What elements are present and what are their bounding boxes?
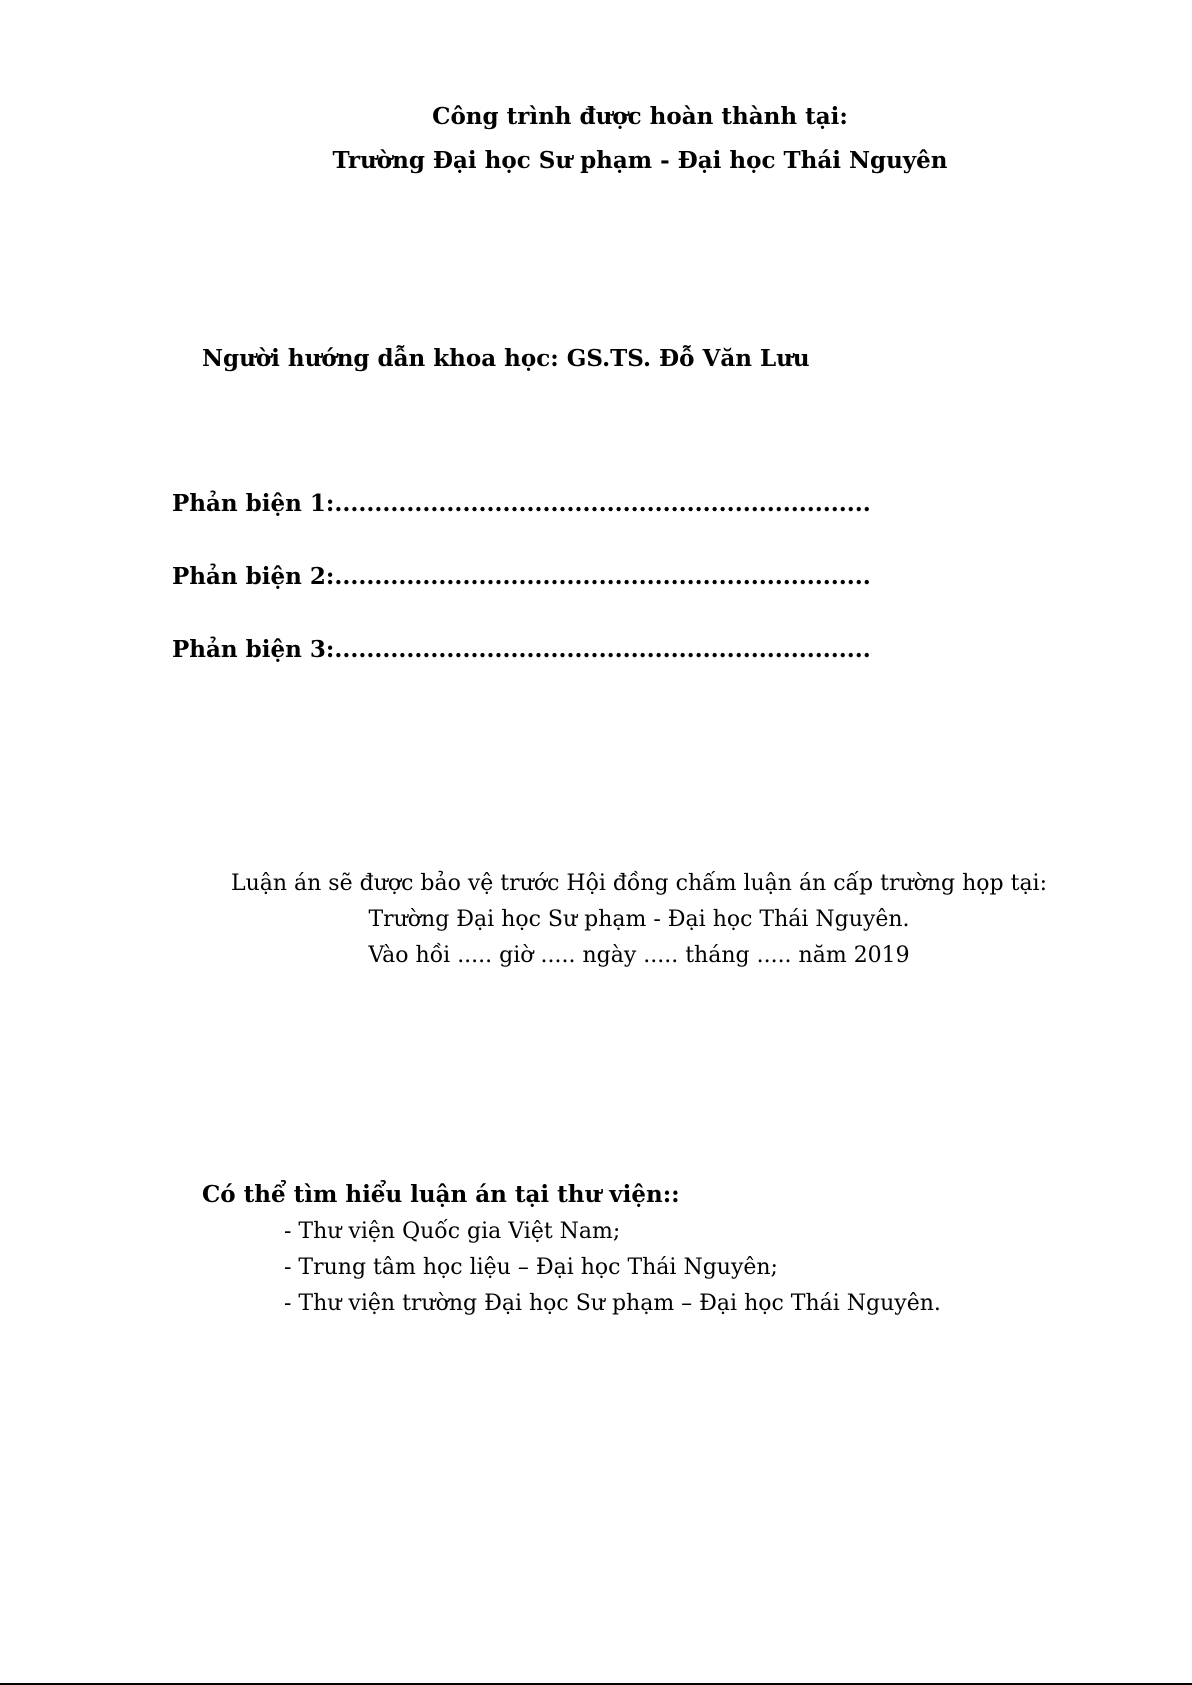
supervisor-line: Người hướng dẫn khoa học: GS.TS. Đỗ Văn Lưu [202, 345, 810, 372]
completion-university: Trường Đại học Sư phạm - Đại học Thái Nguyên [332, 147, 948, 174]
defense-venue-university: Trường Đại học Sư phạm - Đại học Thái Nguyên. [368, 907, 910, 932]
library-item: - Trung tâm học liệu – Đại học Thái Nguyên; [284, 1255, 778, 1280]
reviewer-2-line: Phản biện 2:................................................................... [172, 563, 871, 590]
library-item: - Thư viện trường Đại học Sư phạm – Đại học Thái Nguyên. [284, 1291, 941, 1316]
defense-venue-intro: Luận án sẽ được bảo vệ trước Hội đồng chấm luận án cấp trường họp tại: [230, 871, 1048, 896]
defense-time: Vào hồi ..... giờ ..... ngày ..... tháng ..... năm 2019 [368, 943, 910, 968]
reviewer-3-line: Phản biện 3:................................................................... [172, 636, 871, 663]
libraries-heading: Có thể tìm hiểu luận án tại thư viện:: [202, 1181, 680, 1208]
completion-label: Công trình được hoàn thành tại: [432, 103, 848, 130]
reviewer-1-line: Phản biện 1:................................................................... [172, 490, 871, 517]
library-item: - Thư viện Quốc gia Việt Nam; [284, 1219, 621, 1244]
